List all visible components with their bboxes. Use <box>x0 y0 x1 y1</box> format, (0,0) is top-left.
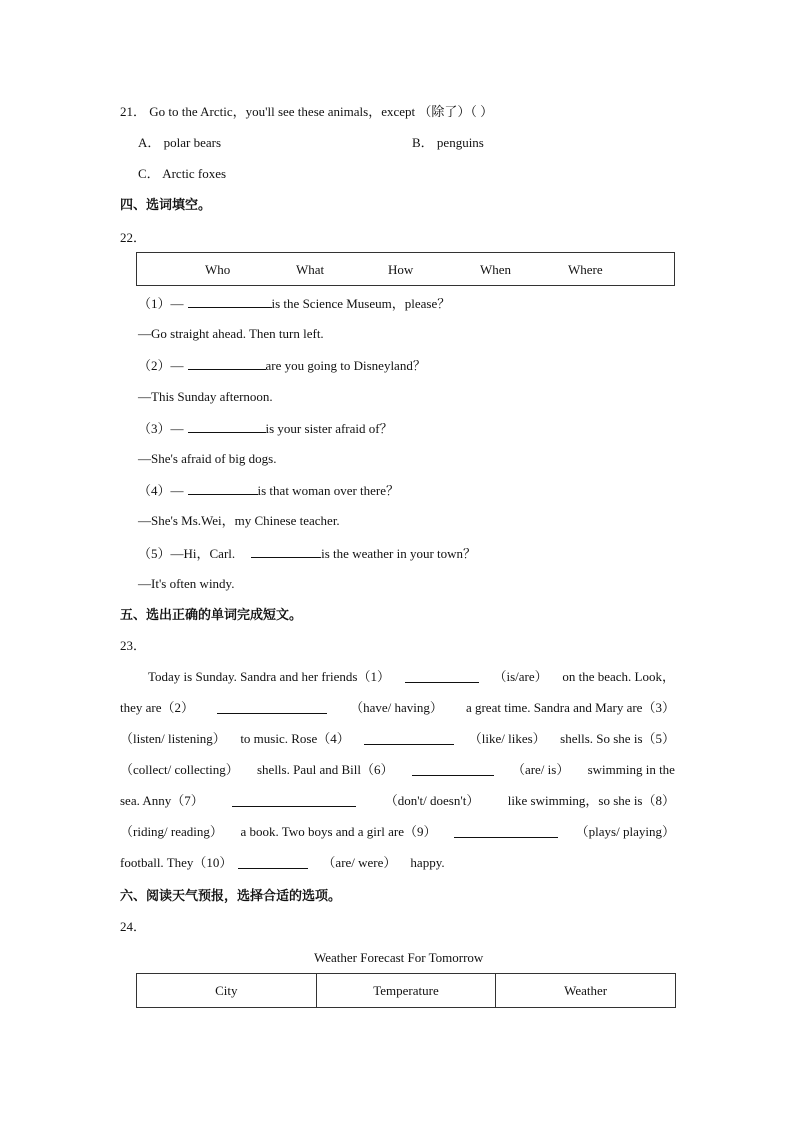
q22-answer-2: —This Sunday afternoon. <box>138 389 273 404</box>
passage-text: shells. Paul and Bill（6） <box>256 762 394 777</box>
q22-item-text: is the Science Museum，please？ <box>271 296 451 311</box>
passage-text: sea. Anny（7） <box>120 793 204 808</box>
q21-option-b[interactable]: B． penguins <box>412 135 484 150</box>
q22-answer-5: —It's often windy. <box>138 576 235 591</box>
answer-blank[interactable] <box>454 825 558 838</box>
q22-item-number: （3）— <box>138 421 184 436</box>
q22-item-text: is your sister afraid of？ <box>265 421 393 436</box>
table-header-weather: Weather <box>496 974 676 1008</box>
passage-text: swimming in the <box>587 762 675 777</box>
q21-option-c[interactable]: C． Arctic foxes <box>138 166 227 181</box>
q22-answer-1: —Go straight ahead. Then turn left. <box>138 326 324 341</box>
q22-item-2 <box>138 357 426 374</box>
word-bank-word: Where <box>568 262 603 277</box>
table-header-temperature: Temperature <box>316 974 496 1008</box>
q22-item-number: （1）— <box>138 296 184 311</box>
passage-text: a great time. Sandra and Mary are（3） <box>465 700 675 715</box>
word-bank-word: What <box>296 262 325 277</box>
passage-line <box>120 754 675 785</box>
answer-blank[interactable] <box>217 701 327 714</box>
q24-number: 24． <box>120 919 147 934</box>
passage-text: a book. Two boys and a girl are（9） <box>240 824 437 839</box>
weather-table-title: Weather Forecast For Tomorrow <box>314 950 484 965</box>
weather-forecast-table <box>136 973 676 1008</box>
word-bank-word: When <box>480 262 512 277</box>
q22-item-3 <box>138 420 393 437</box>
answer-blank[interactable] <box>188 357 266 370</box>
q22-item-text: is that woman over there？ <box>257 483 400 498</box>
passage-text: （collect/ collecting） <box>120 762 239 777</box>
passage-text: they are（2） <box>120 700 195 715</box>
passage-text: （are/ is） <box>511 762 570 777</box>
passage-text: like swimming，so she is（8） <box>507 793 675 808</box>
answer-blank[interactable] <box>188 420 266 433</box>
q22-answer-4: —She's Ms.Wei，my Chinese teacher. <box>138 513 340 528</box>
q22-answer-3: —She's afraid of big dogs. <box>138 451 277 466</box>
passage-text: football. They（10） <box>120 855 233 870</box>
passage-text: （don't/ doesn't） <box>384 793 480 808</box>
q21-stem: 21． Go to the Arctic，you'll see these animals，except （除了）（ ） <box>120 104 494 119</box>
passage-text: （plays/ playing） <box>575 824 675 839</box>
answer-blank[interactable] <box>188 482 258 495</box>
answer-blank[interactable] <box>251 545 321 558</box>
q22-item-5 <box>138 545 476 562</box>
q22-item-4 <box>138 482 399 499</box>
q23-passage <box>120 661 675 878</box>
q23-number: 23． <box>120 638 147 653</box>
passage-line <box>120 785 675 816</box>
passage-text: to music. Rose（4） <box>240 731 350 746</box>
passage-line <box>120 723 675 754</box>
word-bank-word: How <box>388 262 414 277</box>
section-4-title: 四、选词填空。 <box>120 197 212 212</box>
answer-blank[interactable] <box>188 295 272 308</box>
answer-blank[interactable] <box>364 732 454 745</box>
passage-text: happy. <box>410 855 445 870</box>
answer-blank[interactable] <box>412 763 494 776</box>
passage-line <box>120 692 675 723</box>
table-header-row <box>137 974 676 1008</box>
passage-text: （are/ were） <box>322 855 397 870</box>
word-bank-word: Who <box>205 262 231 277</box>
passage-text: shells. So she is（5） <box>560 731 675 746</box>
answer-blank[interactable] <box>405 670 479 683</box>
passage-text: （riding/ reading） <box>120 824 223 839</box>
table-header-city: City <box>137 974 317 1008</box>
passage-line <box>120 816 675 847</box>
passage-text: Today is Sunday. Sandra and her friends（1） <box>148 669 390 684</box>
passage-line <box>120 661 675 692</box>
passage-text: （have/ having） <box>350 700 443 715</box>
word-bank-box <box>136 252 675 286</box>
q22-item-number: （4）— <box>138 483 184 498</box>
q22-item-1 <box>138 295 450 312</box>
q22-item-number: （5）—Hi，Carl. <box>138 546 236 561</box>
answer-blank[interactable] <box>238 856 308 869</box>
q21-option-a[interactable]: A． polar bears <box>138 135 222 150</box>
q22-item-text: is the weather in your town？ <box>321 546 477 561</box>
section-6-title: 六、阅读天气预报，选择合适的选项。 <box>120 888 342 903</box>
q22-item-text: are you going to Disneyland？ <box>265 358 426 373</box>
q22-number: 22． <box>120 230 147 245</box>
passage-line <box>120 847 675 878</box>
passage-text: （is/are） <box>493 669 548 684</box>
passage-text: （listen/ listening） <box>120 731 226 746</box>
section-5-title: 五、选出正确的单词完成短文。 <box>120 607 303 622</box>
passage-text: （like/ likes） <box>468 731 546 746</box>
q22-item-number: （2）— <box>138 358 184 373</box>
answer-blank[interactable] <box>232 794 356 807</box>
passage-text: on the beach. Look， <box>562 669 675 684</box>
